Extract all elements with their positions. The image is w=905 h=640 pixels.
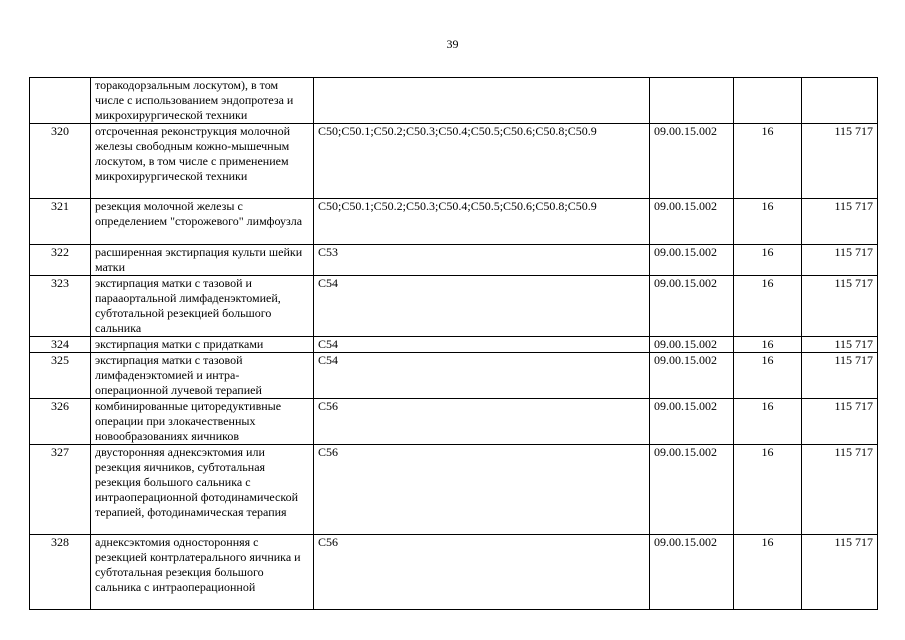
rate-value: 115 717: [802, 445, 878, 535]
diagnosis-codes: C53: [314, 245, 650, 276]
group-number: 16: [734, 245, 802, 276]
rate-value: 115 717: [802, 124, 878, 199]
table-row: [30, 199, 878, 245]
procedure-name: отсроченная реконструкция молочной железы свободным кожно-мышечным лоскутом, в том числе с применением микрохирургической техники: [91, 124, 314, 199]
diagnosis-codes: C50;C50.1;C50.2;C50.3;C50.4;C50.5;C50.6;C50.8;C50.9: [314, 199, 650, 245]
rate-value: 115 717: [802, 276, 878, 337]
procedure-name: резекция молочной железы с определением "сторожевого" лимфоузла: [91, 199, 314, 245]
table-row: [30, 353, 878, 399]
group-number: 16: [734, 199, 802, 245]
procedure-name: экстирпация матки с тазовой лимфаденэктомией и интра-операционной лучевой терапией: [91, 353, 314, 399]
model-code: 09.00.15.002: [650, 199, 734, 245]
rate-value: 115 717: [802, 399, 878, 445]
row-number: 326: [30, 399, 91, 445]
rate-value: 115 717: [802, 337, 878, 353]
group-number: 16: [734, 337, 802, 353]
model-code: 09.00.15.002: [650, 353, 734, 399]
group-number: 16: [734, 445, 802, 535]
model-code: 09.00.15.002: [650, 337, 734, 353]
model-code: 09.00.15.002: [650, 124, 734, 199]
table-row: [30, 535, 878, 610]
diagnosis-codes: C50;C50.1;C50.2;C50.3;C50.4;C50.5;C50.6;C50.8;C50.9: [314, 124, 650, 199]
table-row: [30, 78, 878, 124]
rate-value: [802, 78, 878, 124]
diagnosis-codes: [314, 78, 650, 124]
row-number: 323: [30, 276, 91, 337]
procedure-name: экстирпация матки с придатками: [91, 337, 314, 353]
table-row: [30, 399, 878, 445]
row-number: 324: [30, 337, 91, 353]
group-number: [734, 78, 802, 124]
rate-value: 115 717: [802, 535, 878, 610]
row-number: 321: [30, 199, 91, 245]
row-number: 320: [30, 124, 91, 199]
rate-value: 115 717: [802, 199, 878, 245]
diagnosis-codes: C54: [314, 276, 650, 337]
row-number: [30, 78, 91, 124]
procedure-name: торакодорзальным лоскутом), в том числе с использованием эндопротеза и микрохирургической техники: [91, 78, 314, 124]
rate-value: 115 717: [802, 353, 878, 399]
model-code: 09.00.15.002: [650, 445, 734, 535]
group-number: 16: [734, 276, 802, 337]
model-code: 09.00.15.002: [650, 276, 734, 337]
page-number: 39: [446, 37, 459, 51]
procedure-name: аднексэктомия односторонняя с резекцией контрлатерального яичника и субтотальная резекция большого сальника с интраоперационной: [91, 535, 314, 610]
model-code: [650, 78, 734, 124]
procedures-table: [29, 77, 878, 610]
model-code: 09.00.15.002: [650, 245, 734, 276]
model-code: 09.00.15.002: [650, 399, 734, 445]
row-number: 322: [30, 245, 91, 276]
model-code: 09.00.15.002: [650, 535, 734, 610]
group-number: 16: [734, 124, 802, 199]
group-number: 16: [734, 353, 802, 399]
table-row: [30, 124, 878, 199]
table-row: [30, 245, 878, 276]
procedure-name: комбинированные циторедуктивные операции при злокачественных новообразованиях яичников: [91, 399, 314, 445]
diagnosis-codes: C56: [314, 399, 650, 445]
table-row: [30, 445, 878, 535]
group-number: 16: [734, 535, 802, 610]
row-number: 325: [30, 353, 91, 399]
row-number: 328: [30, 535, 91, 610]
diagnosis-codes: C54: [314, 337, 650, 353]
table-row: [30, 337, 878, 353]
table-row: [30, 276, 878, 337]
diagnosis-codes: C54: [314, 353, 650, 399]
diagnosis-codes: C56: [314, 535, 650, 610]
procedure-name: расширенная экстирпация культи шейки матки: [91, 245, 314, 276]
group-number: 16: [734, 399, 802, 445]
row-number: 327: [30, 445, 91, 535]
procedure-name: двусторонняя аднексэктомия или резекция яичников, субтотальная резекция большого сальника с интраоперационной фотодинамической терапией, фотодинамическая терапия: [91, 445, 314, 535]
rate-value: 115 717: [802, 245, 878, 276]
diagnosis-codes: C56: [314, 445, 650, 535]
procedure-name: экстирпация матки с тазовой и парааортальной лимфаденэктомией, субтотальной резекцией большого сальника: [91, 276, 314, 337]
